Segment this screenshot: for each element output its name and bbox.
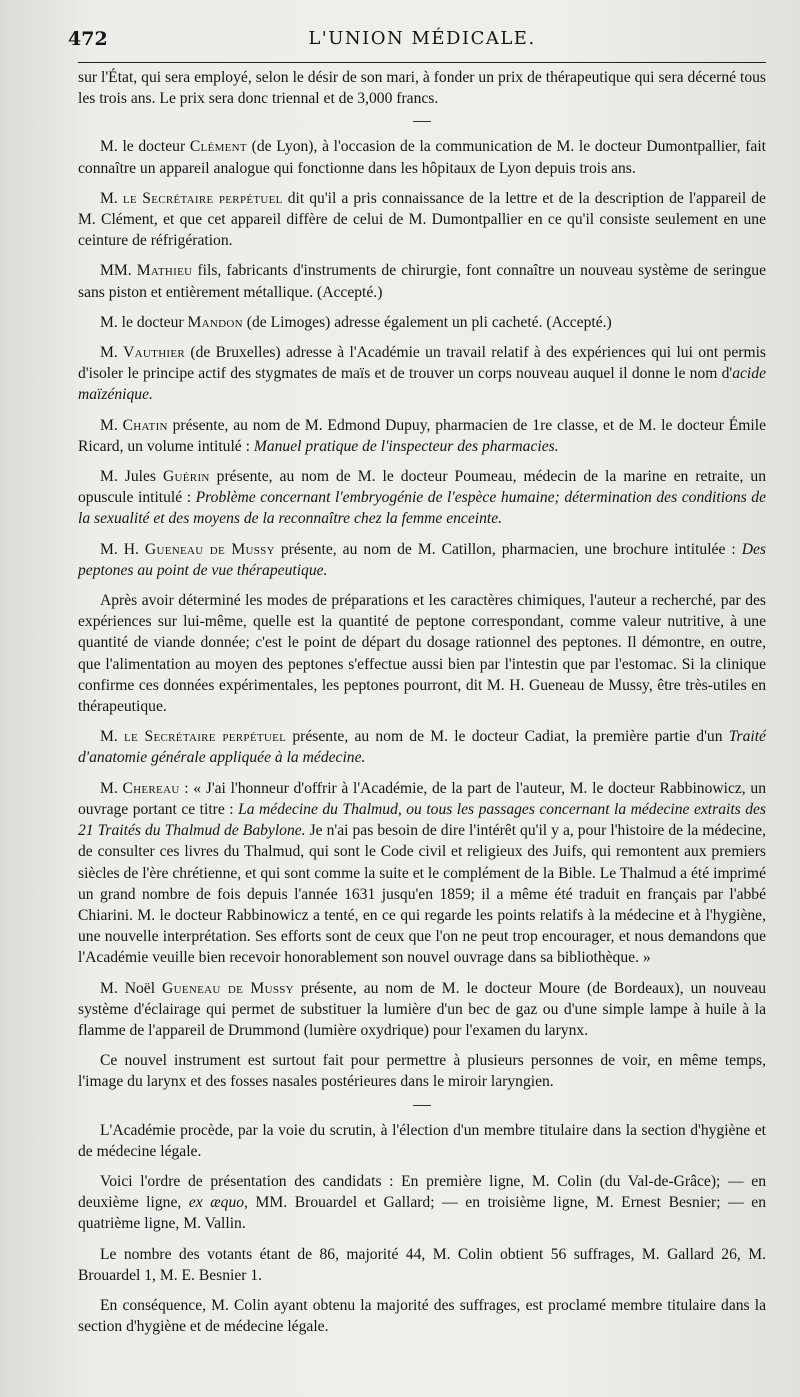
italic-title: La médecine du Thalmud, ou tous les passages concernant la médecine extraits des 21 Traités du Thalmud de Babylone. (78, 800, 766, 840)
running-title: L'UNION MÉDICALE. (308, 28, 536, 49)
text-run: M. Jules (100, 468, 163, 486)
article-body (78, 67, 766, 1337)
text-run: M. (100, 416, 123, 434)
section-separator (413, 121, 431, 122)
text-run: M. (100, 728, 124, 746)
person-name: Gueneau de Mussy (144, 540, 275, 558)
text-run: présente, au nom de M. le docteur Cadiat, la première partie d'un (286, 728, 729, 746)
text-run: M. H. (100, 540, 145, 558)
paragraph (78, 466, 766, 530)
text-run: sur l'État, qui sera employé, selon le désir de son mari, à fonder un prix de thérapeutique qui sera décerné tous les trois ans. Le prix sera donc triennal et de 3,000 francs. (78, 69, 766, 108)
paragraph (78, 978, 766, 1042)
text-run: MM. (100, 262, 137, 280)
paragraph (78, 67, 766, 109)
person-name: Mathieu (136, 262, 193, 280)
header-rule (78, 62, 766, 63)
paragraph (78, 726, 766, 768)
paragraph (78, 260, 766, 302)
person-name: Guérin (162, 468, 210, 486)
person-name: Clément (189, 138, 247, 156)
page-number: 472 (68, 28, 108, 50)
text-run: présente, au nom de M. le docteur Moure (de Bordeaux), un nouveau système d'éclairage qui permet de substituer la lumière d'un bec de gaz ou d'une simple lampe à huile à la flamme de l'appareil de Drummond (lumière oxydrique) pour l'examen du larynx. (78, 979, 766, 1039)
paragraph (78, 312, 766, 333)
paragraph (78, 778, 766, 969)
text-run: (de Lyon), à l'occasion de la communication de M. le docteur Dumontpallier, fait connaître un appareil analogue qui fonctionne dans les hôpitaux de Lyon depuis trois ans. (78, 138, 766, 177)
italic-title: Des peptones au point de vue thérapeutique. (78, 540, 766, 579)
paragraph (78, 415, 766, 457)
paragraph (78, 1295, 766, 1337)
text-run: En conséquence, M. Colin ayant obtenu la majorité des suffrages, est proclamé membre titulaire dans la section d'hygiène et de médecine légale. (78, 1296, 766, 1336)
paragraph (78, 342, 766, 406)
person-name: le Secrétaire perpétuel (122, 189, 283, 207)
italic-title: acide maïzénique. (78, 365, 766, 404)
paragraph (78, 1120, 766, 1162)
italic-title: Traité d'anatomie générale appliquée à la médecine. (78, 728, 766, 767)
section-separator (413, 1105, 431, 1106)
paragraph (78, 136, 766, 178)
text-run: (de Limoges) adresse également un pli cacheté. (Accepté.) (242, 313, 612, 331)
text-run: M. (100, 344, 124, 362)
italic-title: Manuel pratique de l'inspecteur des pharmacies. (253, 437, 559, 455)
text-run: Après avoir déterminé les modes de préparations et les caractères chimiques, l'auteur a recherché, par des expériences sur lui-même, quelle est la quantité de peptone correspondant, comme valeur nutritive, à une quantité de viande donnée; c'est le point de départ du dosage rationnel des peptones. Il démontre, en outre, que l'alimentation au moyen des peptones s'effectue aussi bien par l'intestin que par l'estomac. Si la clinique confirme ces données expérimentales, les peptones pourront, dit M. H. Gueneau de Mussy, être très-utiles en thérapeutique. (78, 592, 766, 716)
text-run: L'Académie procède, par la voie du scrutin, à l'élection d'un membre titulaire dans la section d'hygiène et de médecine légale. (78, 1121, 766, 1160)
paragraph (78, 188, 766, 252)
text-run: dit qu'il a pris connaissance de la lettre et de la description de l'appareil de M. Clément, et que cet appareil diffère de celui de M. Dumontpallier en ce qu'il consiste seulement en une ceinture de réfrigération. (78, 189, 766, 250)
text-run: présente, au nom de M. Edmond Dupuy, pharmacien de 1re classe, et de M. le docteur Émile Ricard, un volume intitulé : (78, 416, 766, 455)
paragraph (78, 590, 766, 717)
page-header (68, 22, 766, 56)
text-run: M. le docteur (100, 313, 188, 331)
paragraph (78, 1244, 766, 1286)
text-run: M. Noël (100, 979, 163, 997)
text-run: M. (100, 189, 123, 207)
paragraph (78, 1171, 766, 1235)
text-run: : « J'ai l'honneur d'offrir à l'Académie, de la part de l'auteur, M. le docteur Rabbinowicz, un ouvrage portant ce titre : (78, 779, 766, 818)
person-name: Gueneau de Mussy (162, 979, 294, 997)
paragraph (78, 539, 766, 581)
person-name: le Secrétaire perpétuel (123, 728, 287, 746)
text-run: M. le docteur (100, 138, 190, 156)
text-run: Voici l'ordre de présentation des candidats : En première ligne, M. Colin (du Val-de-Grâce); — en deuxième ligne, (78, 1172, 766, 1212)
text-run: Le nombre des votants étant de 86, majorité 44, M. Colin obtient 56 suffrages, M. Gallard 26, M. Brouardel 1, M. E. Besnier 1. (78, 1245, 766, 1284)
text-run: MM. Brouardel et Gallard; — en troisième ligne, M. Ernest Besnier; — en quatrième ligne, M. Vallin. (78, 1194, 766, 1233)
text-run: (de Bruxelles) adresse à l'Académie un travail relatif à des expériences qui lui ont permis d'isoler le principe actif des stygmates de maïs et de trouver un corps nouveau auquel il donne le nom d' (78, 344, 766, 383)
paragraph (78, 1050, 766, 1092)
person-name: Vauthier (123, 344, 186, 362)
text-run: fils, fabricants d'instruments de chirurgie, font connaître un nouveau système de seringue sans piston et entièrement métallique. (Accepté.) (78, 262, 766, 301)
person-name: Chereau (122, 779, 180, 797)
italic-title: Problème concernant l'embryogénie de l'espèce humaine; détermination des conditions de la sexualité et des moyens de la reconnaître chez la femme enceinte. (78, 489, 766, 528)
person-name: Mandon (187, 313, 243, 331)
italic-title: ex æquo, (188, 1194, 248, 1212)
text-run: présente, au nom de M. Catillon, pharmacien, une brochure intitulée : (274, 540, 742, 558)
text-run: présente, au nom de M. le docteur Poumeau, médecin de la marine en retraite, un opuscule intitulé : (78, 468, 767, 507)
text-run: Ce nouvel instrument est surtout fait pour permettre à plusieurs personnes de voir, en même temps, l'image du larynx et des fosses nasales postérieures dans le miroir laryngien. (78, 1052, 766, 1091)
text-run: Je n'ai pas besoin de dire l'intérêt qu'il y a, pour l'histoire de la médecine, de consulter ces livres du Thalmud, qui sont le Code civil et religieux des Juifs, qui remontent aux premiers siècles de l'ère chrétienne, et qui sont comme la suite et le complément de la Bible. Le Thalmud a été imprimé un grand nombre de fois depuis l'année 1631 jusqu'en 1859; il a même été traduit en français par l'abbé Chiarini. M. le docteur Rabbinowicz a tenté, en ce qui regarde les points relatifs à la médecine et à l'hygiène, une nouvelle interprétation. Ses efforts sont de ceux que l'on ne peut trop encourager, et nous demandons que l'Académie veuille bien recevoir honorablement son nouvel ouvrage dans sa bibliothèque. » (78, 822, 766, 967)
text-run: M. (100, 779, 123, 797)
person-name: Chatin (122, 416, 168, 434)
